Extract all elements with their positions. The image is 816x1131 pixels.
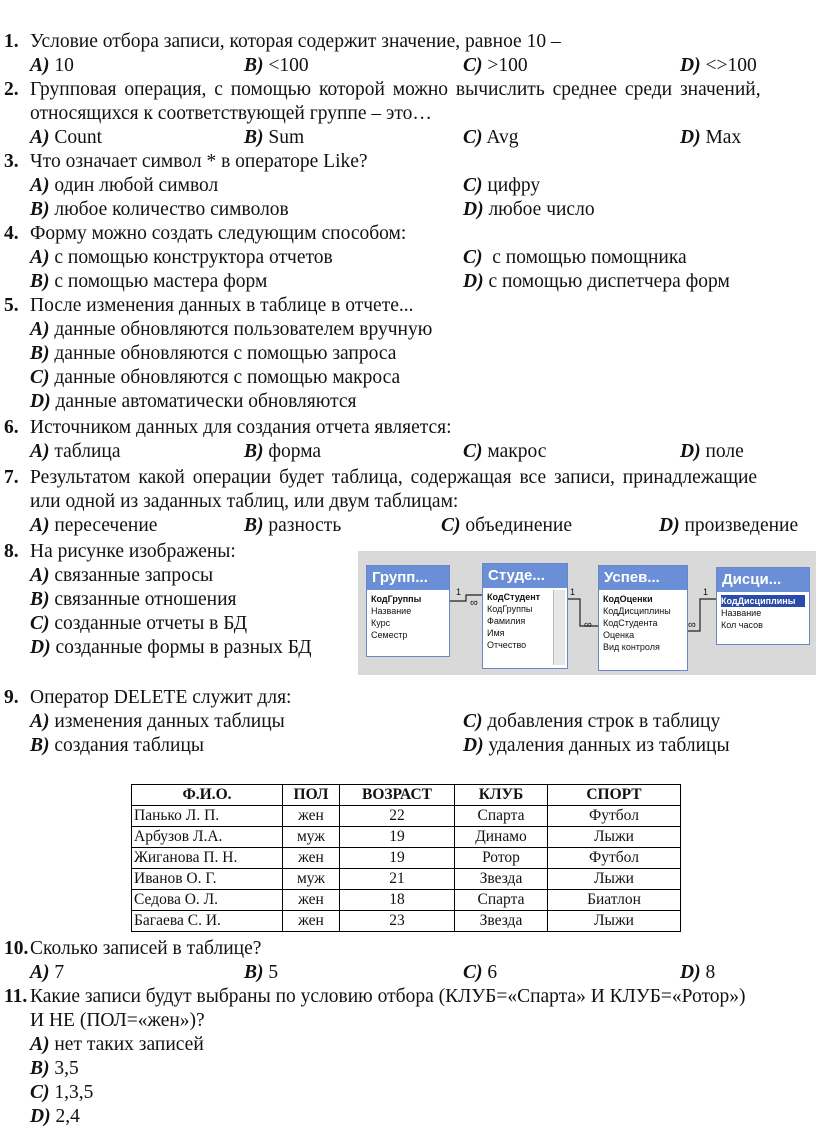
cell-sport: Лыжи xyxy=(548,827,681,848)
cell-fio: Багаева С. И. xyxy=(132,911,283,932)
students-table xyxy=(131,784,681,932)
q7-number: 7. xyxy=(4,467,19,488)
q2-option-a: A) Count xyxy=(30,127,103,148)
q6-option-b: B) форма xyxy=(244,441,322,462)
table-row xyxy=(132,848,681,869)
q2-option-d: D) Max xyxy=(680,127,742,148)
cell-age: 18 xyxy=(340,890,455,911)
q9-number: 9. xyxy=(4,687,19,708)
cell-fio: Седова О. Л. xyxy=(132,890,283,911)
q3-option-d: D) любое число xyxy=(463,199,595,220)
header-age: ВОЗРАСТ xyxy=(340,785,455,806)
table-groups-title: Групп... xyxy=(367,566,449,590)
q8-option-b: B) связанные отношения xyxy=(30,589,237,610)
table-disciplines-title: Дисци... xyxy=(717,568,809,592)
cell-fio: Иванов О. Г. xyxy=(132,869,283,890)
q9-option-b: B) создания таблицы xyxy=(30,735,204,756)
rel1-many-label: ∞ xyxy=(470,597,478,609)
cell-sport: Футбол xyxy=(548,806,681,827)
table-students-scrollbar[interactable] xyxy=(553,590,565,665)
header-sport: СПОРТ xyxy=(548,785,681,806)
q6-option-c: C) макрос xyxy=(463,441,547,462)
q5-option-a: A) данные обновляются пользователем вручную xyxy=(30,319,433,340)
q11-option-d: D) 2,4 xyxy=(30,1106,80,1127)
q5-option-d: D) данные автоматически обновляются xyxy=(30,391,357,412)
q5-text: После изменения данных в таблице в отчете... xyxy=(30,295,414,316)
q3-option-b: B) любое количество символов xyxy=(30,199,289,220)
q11-option-c: C) 1,3,5 xyxy=(30,1082,94,1103)
table-groups[interactable] xyxy=(366,565,450,657)
cell-sport: Биатлон xyxy=(548,890,681,911)
q1-option-b: B) <100 xyxy=(244,55,309,76)
q8-option-d: D) созданные формы в разных БД xyxy=(30,637,312,658)
q10-option-a: A) 7 xyxy=(30,962,65,983)
cell-fio: Арбузов Л.А. xyxy=(132,827,283,848)
q11-number: 11. xyxy=(4,986,28,1007)
cell-club: Ротор xyxy=(455,848,548,869)
table-students[interactable] xyxy=(482,563,568,669)
cell-age: 19 xyxy=(340,848,455,869)
q1-number: 1. xyxy=(4,31,19,52)
q3-number: 3. xyxy=(4,151,19,172)
q6-option-d: D) поле xyxy=(680,441,744,462)
table-row xyxy=(132,869,681,890)
q4-option-b: B) с помощью мастера форм xyxy=(30,271,268,292)
cell-age: 19 xyxy=(340,827,455,848)
q4-number: 4. xyxy=(4,223,19,244)
table-grades-fields: КодОценки КодДисциплины КодСтудента Оценка Вид контроля xyxy=(603,594,671,652)
q7-text-line1: Результатом какой операции будет таблица, содержащая все записи, принадлежащие xyxy=(30,467,758,488)
cell-sex: жен xyxy=(283,806,340,827)
table-row xyxy=(132,890,681,911)
q7-option-a: A) пересечение xyxy=(30,515,158,536)
cell-fio: Панько Л. П. xyxy=(132,806,283,827)
q10-option-c: C) 6 xyxy=(463,962,498,983)
cell-sport: Лыжи xyxy=(548,869,681,890)
q10-option-b: B) 5 xyxy=(244,962,279,983)
q3-option-c: C) цифру xyxy=(463,175,541,196)
q10-option-d: D) 8 xyxy=(680,962,716,983)
q8-number: 8. xyxy=(4,541,19,562)
table-students-title: Студе... xyxy=(483,564,567,588)
q8-option-c: C) созданные отчеты в БД xyxy=(30,613,248,634)
q7-option-c: C) объединение xyxy=(441,515,573,536)
header-club: КЛУБ xyxy=(455,785,548,806)
q10-text: Сколько записей в таблице? xyxy=(30,938,262,959)
cell-club: Звезда xyxy=(455,911,548,932)
cell-age: 22 xyxy=(340,806,455,827)
rel3-one-label: 1 xyxy=(703,587,709,597)
cell-sex: жен xyxy=(283,890,340,911)
q11-option-a: A) нет таких записей xyxy=(30,1034,204,1055)
q1-option-c: C) >100 xyxy=(463,55,528,76)
q8-text: На рисунке изображены: xyxy=(30,541,236,562)
q11-text-line2: И НЕ (ПОЛ=«жен»)? xyxy=(30,1010,205,1031)
q10-number: 10. xyxy=(4,938,29,959)
q9-option-d: D) удаления данных из таблицы xyxy=(463,735,730,756)
q9-option-a: A) изменения данных таблицы xyxy=(30,711,285,732)
q1-option-a: A) 10 xyxy=(30,55,74,76)
q9-text: Оператор DELETE служит для: xyxy=(30,687,292,708)
table-students-fields: КодСтудент КодГруппы Фамилия Имя Отчество xyxy=(487,592,541,650)
table-grades-title: Успев... xyxy=(599,566,687,590)
q4-option-c: C) с помощью помощника xyxy=(463,247,687,268)
table-disciplines[interactable] xyxy=(716,567,810,645)
cell-fio: Жиганова П. Н. xyxy=(132,848,283,869)
cell-club: Динамо xyxy=(455,827,548,848)
table-disciplines-fields: КодДисциплины Название Кол часов xyxy=(717,592,809,634)
q7-text-line2: или одной из заданных таблиц, или двум таблицам: xyxy=(30,491,459,512)
q1-text: Условие отбора записи, которая содержит значение, равное 10 – xyxy=(30,31,561,52)
cell-sex: жен xyxy=(283,848,340,869)
table-grades[interactable] xyxy=(598,565,688,671)
q7-option-d: D) произведение xyxy=(659,515,799,536)
table-row xyxy=(132,806,681,827)
q11-text-line1: Какие записи будут выбраны по условию отбора (КЛУБ=«Спарта» И КЛУБ=«Ротор») xyxy=(30,986,746,1007)
cell-age: 23 xyxy=(340,911,455,932)
cell-sport: Футбол xyxy=(548,848,681,869)
q11-option-b: B) 3,5 xyxy=(30,1058,79,1079)
rel2-many-label: ∞ xyxy=(584,619,592,631)
q4-option-a: A) с помощью конструктора отчетов xyxy=(30,247,333,268)
q7-option-b: B) разность xyxy=(244,515,342,536)
q6-number: 6. xyxy=(4,417,19,438)
q2-text-line2: относящихся к соответствующей группе – это… xyxy=(30,103,432,124)
cell-sex: жен xyxy=(283,911,340,932)
q2-number: 2. xyxy=(4,79,19,100)
table-row xyxy=(132,911,681,932)
q6-option-a: A) таблица xyxy=(30,441,121,462)
q2-text-line1: Групповая операция, с помощью которой можно вычислить среднее среди значений, xyxy=(30,79,761,100)
header-sex: ПОЛ xyxy=(283,785,340,806)
cell-club: Спарта xyxy=(455,890,548,911)
table-header-row xyxy=(132,785,681,806)
q2-option-c: C) Avg xyxy=(463,127,519,148)
q9-option-c: C) добавления строк в таблицу xyxy=(463,711,721,732)
table-groups-fields: КодГруппы Название Курс Семестр xyxy=(371,594,422,640)
cell-sex: муж xyxy=(283,827,340,848)
cell-club: Звезда xyxy=(455,869,548,890)
cell-club: Спарта xyxy=(455,806,548,827)
q3-text: Что означает символ * в операторе Like? xyxy=(30,151,368,172)
q5-number: 5. xyxy=(4,295,19,316)
cell-sex: муж xyxy=(283,869,340,890)
q4-text: Форму можно создать следующим способом: xyxy=(30,223,407,244)
table-row xyxy=(132,827,681,848)
rel3-many-label: ∞ xyxy=(688,619,696,631)
q2-option-b: B) Sum xyxy=(244,127,305,148)
rel1-one-label: 1 xyxy=(456,587,462,597)
cell-age: 21 xyxy=(340,869,455,890)
q8-option-a: A) связанные запросы xyxy=(30,565,214,586)
q5-option-c: C) данные обновляются с помощью макроса xyxy=(30,367,401,388)
relationship-diagram xyxy=(358,551,816,675)
q1-option-d: D) <>100 xyxy=(680,55,757,76)
q5-option-b: B) данные обновляются с помощью запроса xyxy=(30,343,397,364)
q6-text: Источником данных для создания отчета является: xyxy=(30,417,452,438)
header-fio: Ф.И.О. xyxy=(132,785,283,806)
cell-sport: Лыжи xyxy=(548,911,681,932)
rel2-one-label: 1 xyxy=(570,587,576,597)
q4-option-d: D) с помощью диспетчера форм xyxy=(463,271,730,292)
q3-option-a: A) один любой символ xyxy=(30,175,219,196)
